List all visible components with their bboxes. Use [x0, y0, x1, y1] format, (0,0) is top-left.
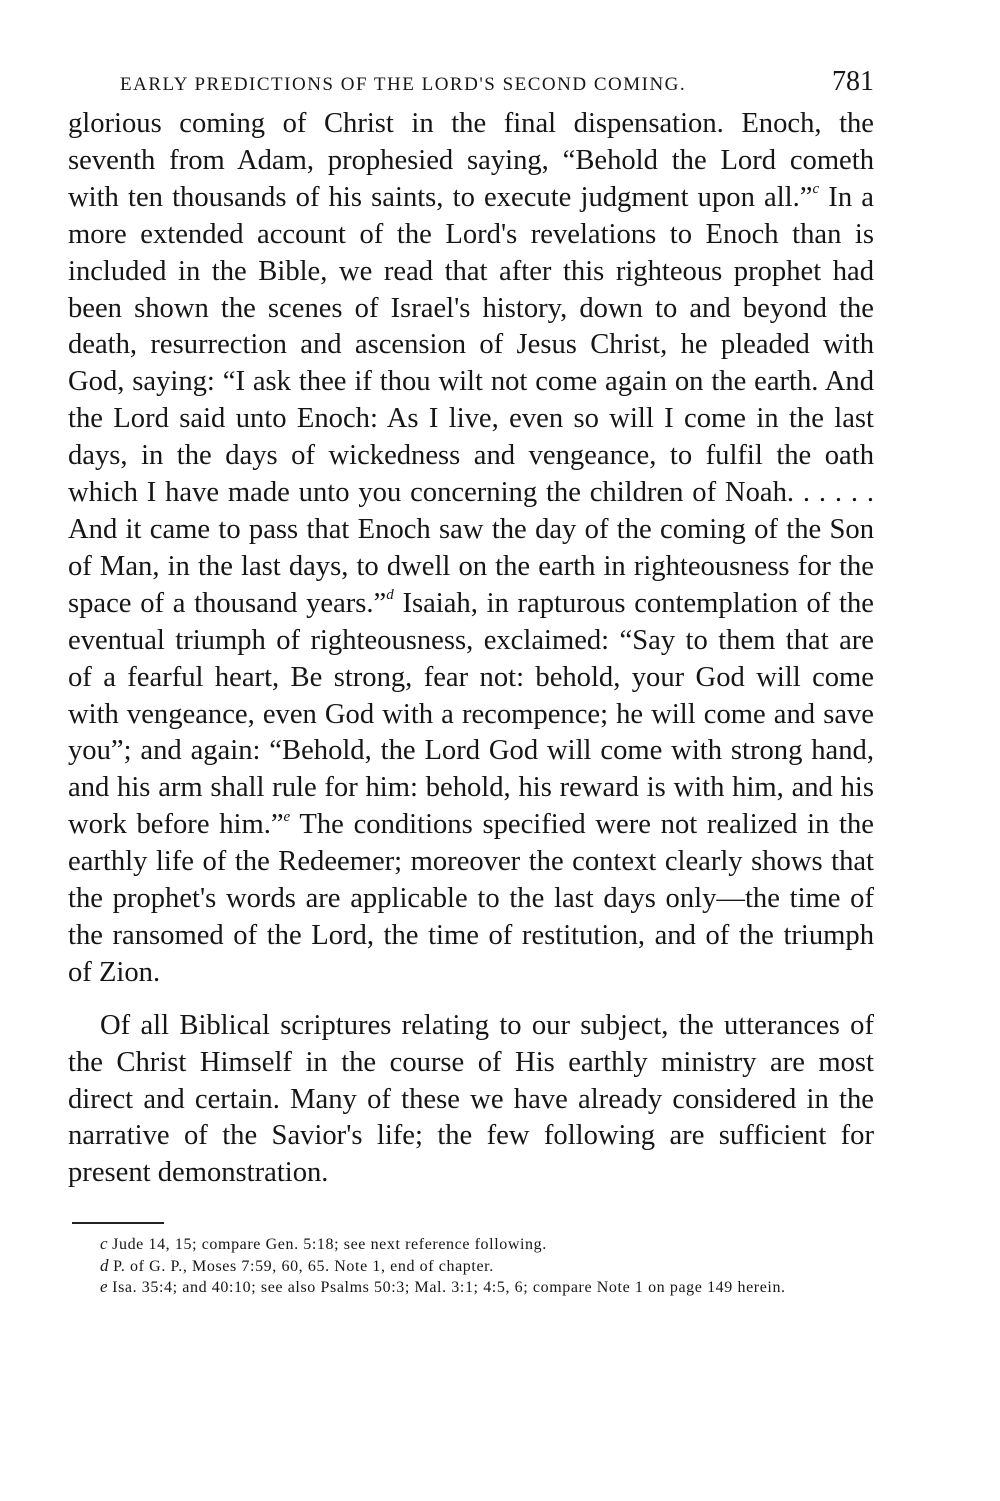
footnote-text: P. of G. P., Moses 7:59, 60, 65. Note 1, end of chapter. [113, 1257, 494, 1275]
footnotes [68, 1234, 874, 1299]
page-content [68, 60, 874, 1299]
footnote-text: Jude 14, 15; compare Gen. 5:18; see next reference following. [112, 1236, 547, 1254]
paragraph-2: Of all Biblical scriptures relating to our subject, the utterances of the Christ Himself in the course of His earthly ministry are most direct and certain. Many of these we have already considered in the narrative of the Savior's life; the few following are sufficient for present demonstration. [68, 1009, 874, 1189]
paragraph-1-text-b: In a more extended account of the Lord's revelations to Enoch than is included in the Bible, we read that after this righteous prophet had been shown the scenes of Israel's history, down to and beyond the death, resurrection and ascension of Jesus Christ, he pleaded with God, saying: “I ask thee if thou wilt not come again on the earth. And the Lord said unto Enoch: As I live, even so will I come in the last days, in the days of wickedness and vengeance, to fulfil the oath which I have made unto you concerning the children of Noah. . . . . . And it came to pass that Enoch saw the day of the coming of the Son of Man, in the last days, to dwell on the earth in righteousness for the space of a thousand years.” [68, 181, 874, 619]
footnote-mark: c [100, 1234, 109, 1254]
running-header [68, 60, 874, 106]
footnote-text: Isa. 35:4; and 40:10; see also Psalms 50:3; Mal. 3:1; 4:5, 6; compare Note 1 on page 149 herein. [112, 1279, 786, 1297]
footnote-mark: e [100, 1277, 109, 1297]
footnote-mark: d [100, 1255, 110, 1275]
footnote-d [68, 1256, 874, 1278]
body-text [68, 106, 874, 1192]
paragraph-1-text-c: Isaiah, in rapturous contemplation of the eventual triumph of righteousness, exclaimed: “Say to them that are of a fearful heart, Be strong, fear not: behold, your God will come with vengeance, even God with a recompence; he will come and save you”; and again: “Behold, the Lord God will come with strong hand, and his arm shall rule for him: behold, his reward is with him, and his work before him.” [68, 587, 874, 841]
footnote-divider [72, 1222, 164, 1224]
paragraph-1 [68, 106, 874, 992]
footnote-c [68, 1234, 874, 1256]
footnote-ref-c: c [812, 181, 820, 198]
paragraph-1-text-d: The conditions specified were not realized in the earthly life of the Redeemer; moreover the context clearly shows that the prophet's words are applicable to the last days only—the time of the ransomed of the Lord, the time of restitution, and of the triumph of Zion. [68, 809, 874, 988]
page-number: 781 [832, 66, 874, 97]
footnote-e [68, 1277, 874, 1299]
footnote-ref-e: e [283, 808, 291, 825]
footnote-ref-d: d [386, 587, 394, 604]
running-head-title: EARLY PREDICTIONS OF THE LORD'S SECOND COMING. [120, 74, 687, 95]
paragraph-1-text-a: glorious coming of Christ in the final dispensation. Enoch, the seventh from Adam, prophesied saying, “Behold the Lord cometh with ten thousands of his saints, to execute judgment upon all.” [68, 108, 874, 213]
